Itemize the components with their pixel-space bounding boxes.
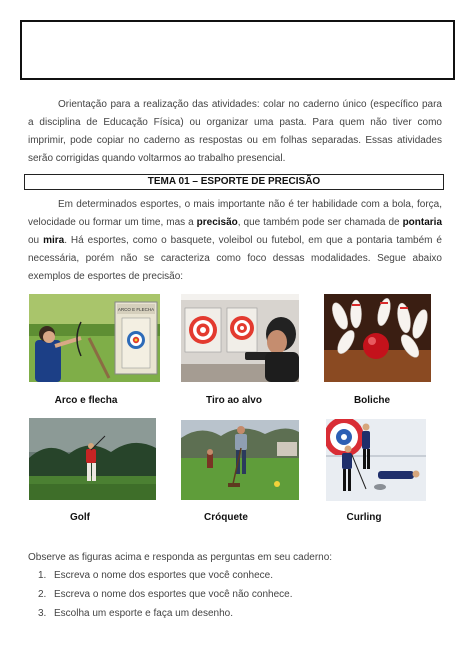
list-item: [38, 589, 438, 608]
archery-board-sign: ARCO E FLECHA: [117, 307, 155, 312]
archery-photo: [29, 294, 160, 382]
curling-photo: [326, 419, 426, 501]
list-item-number: 1.: [38, 570, 47, 581]
body-text-1: Em determinados esportes, o mais importante não é ter habilidade com a bola, força, velocidade ou formar um time, mas a: [28, 199, 442, 228]
croquet-photo: [181, 420, 299, 500]
list-item-text: Escreva o nome dos esportes que você conhece.: [54, 570, 274, 581]
intro-paragraph: [28, 96, 442, 168]
caption-curling: Curling: [346, 512, 382, 523]
body-text-2: , que também pode ser chamada de: [237, 217, 403, 228]
body-text-3: ou: [28, 235, 44, 246]
body-bold-mira: mira: [43, 235, 65, 246]
caption-archery: Arco e flecha: [54, 395, 118, 406]
body-bold-pontaria: pontaria: [402, 217, 443, 228]
caption-golf: Golf: [70, 512, 90, 523]
body-paragraph: [28, 196, 442, 286]
body-bold-precisao: precisão: [196, 217, 238, 228]
bowling-photo: [324, 294, 431, 382]
list-item-text: Escreva o nome dos esportes que você não conhece.: [54, 589, 293, 600]
list-item-text: Escolha um esporte e faça um desenho.: [54, 608, 233, 619]
intro-text: Orientação para a realização das atividades: colar no caderno único (específico para a disciplina de Educação Física) ou organizar uma pasta. Para quem não tiver como imprimir, pode copiar no caderno as respostas ou em folhas separadas. Essas atividades serão corrigidas quando voltarmos ao trabalho presencial.: [28, 99, 442, 164]
theme-title: TEMA 01 – ESPORTE DE PRECISÃO: [24, 174, 444, 190]
caption-croquet: Cróquete: [204, 512, 248, 523]
list-item: [38, 608, 438, 627]
target-shooting-photo: [181, 294, 299, 382]
header-box: [20, 20, 455, 80]
list-item-number: 3.: [38, 608, 47, 619]
golf-photo: [29, 418, 156, 500]
caption-target-shooting: Tiro ao alvo: [206, 395, 262, 406]
instructions-text: Observe as figuras acima e responda as perguntas em seu caderno:: [28, 552, 333, 563]
list-item: [38, 570, 438, 589]
list-item-number: 2.: [38, 589, 47, 600]
questions-list: [38, 570, 438, 627]
body-text-4: . Há esportes, como o basquete, voleibol ou futebol, em que a pontaria também é necessária, porém não se caracteriza como foco dessas modalidades. Segue abaixo exemplos de esportes de precisão:: [28, 235, 442, 282]
caption-bowling: Boliche: [353, 395, 391, 406]
